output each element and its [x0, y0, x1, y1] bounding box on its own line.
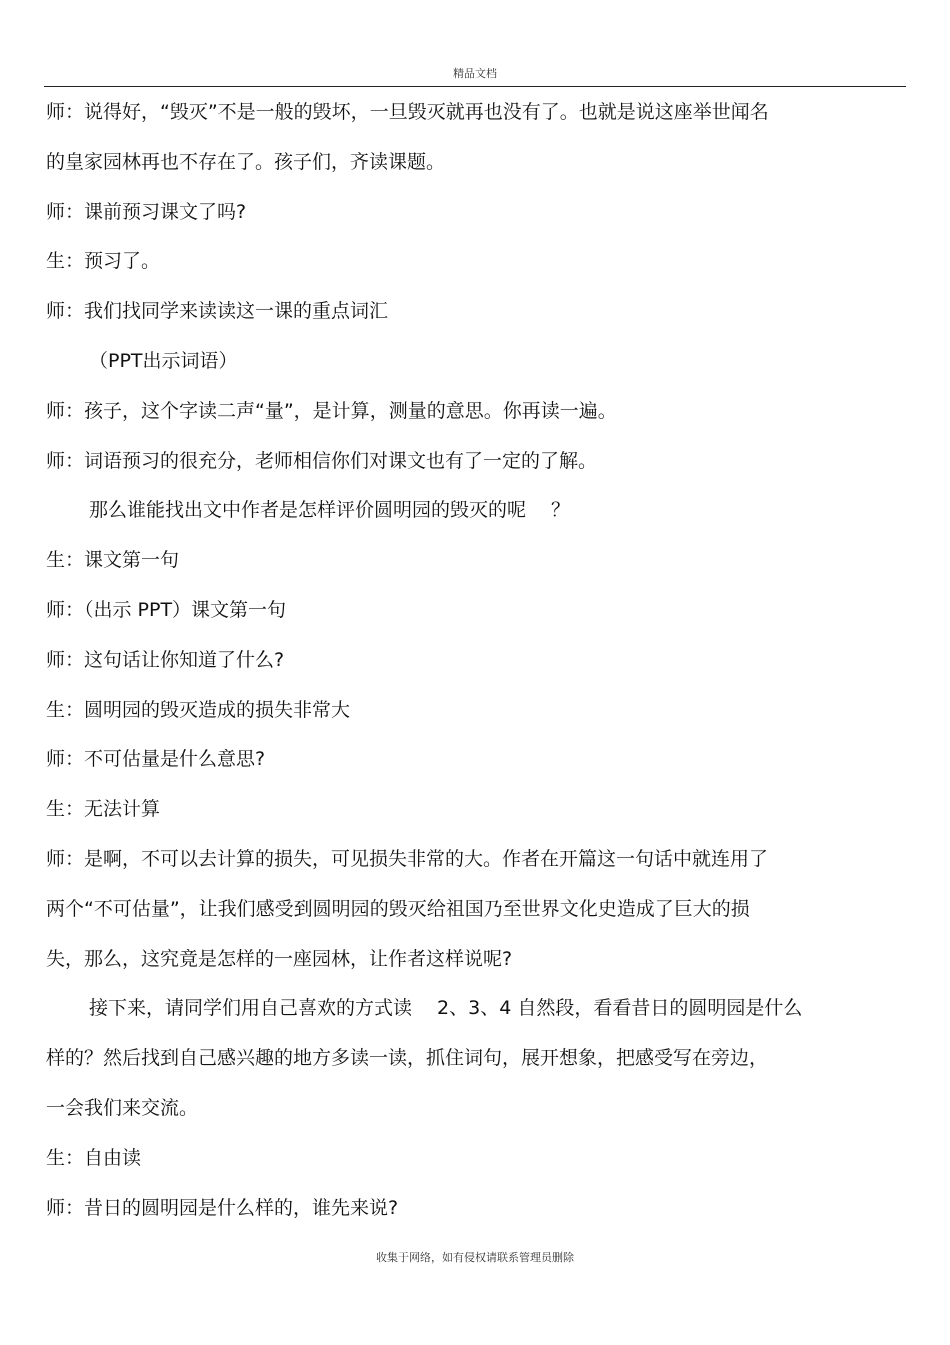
- text-line: 样的？然后找到自己感兴趣的地方多读一读，抓住词句，展开想象，把感受写在旁边，: [46, 1047, 769, 1070]
- text-line: 生：无法计算: [46, 798, 161, 821]
- text-line: 那么谁能找出文中作者是怎样评价圆明园的毁灭的呢 ？: [89, 499, 571, 522]
- text-line: 师：不可估量是什么意思?: [46, 748, 266, 771]
- text-line: 师：说得好，“毁灭”不是一般的毁坏，一旦毁灭就再也没有了。也就是说这座举世闻名: [46, 101, 769, 123]
- text-line: 生：课文第一句: [46, 549, 180, 572]
- text-line: 师：孩子，这个字读二声“量”，是计算，测量的意思。你再读一遍。: [46, 399, 617, 422]
- text-line: 接下来，请同学们用自己喜欢的方式读 2、3、4 自然段，看看昔日的圆明园是什么: [89, 997, 803, 1020]
- document-body: [46, 92, 906, 1237]
- text-line: 失，那么，这究竟是怎样的一座园林，让作者这样说呢?: [46, 947, 513, 970]
- page-header: 精品文档: [453, 67, 497, 80]
- text-line: 生：预习了。: [46, 250, 161, 273]
- text-line: 师：词语预习的很充分，老师相信你们对课文也有了一定的了解。: [46, 449, 598, 472]
- text-line: 生：自由读: [46, 1146, 142, 1169]
- text-line: 的皇家园林再也不存在了。孩子们，齐读课题。: [46, 150, 446, 173]
- text-line: 一会我们来交流。: [46, 1096, 199, 1119]
- text-line: 师：昔日的圆明园是什么样的，谁先来说?: [46, 1196, 399, 1219]
- text-line: 师：是啊，不可以去计算的损失，可见损失非常的大。作者在开篇这一句话中就连用了: [46, 847, 769, 870]
- page-footer: 收集于网络，如有侵权请联系管理员删除: [376, 1251, 574, 1264]
- text-line: 师：这句话让你知道了什么?: [46, 648, 285, 671]
- text-line: 师：（出示 PPT）课文第一句: [46, 598, 287, 621]
- text-line: （PPT出示词语）: [89, 349, 238, 372]
- text-line: 师：我们找同学来读读这一课的重点词汇: [46, 300, 389, 323]
- header-divider: [44, 86, 906, 87]
- text-line: 生：圆明园的毁灭造成的损失非常大: [46, 698, 351, 721]
- text-line: 师：课前预习课文了吗?: [46, 200, 247, 223]
- text-line: 两个“不可估量”，让我们感受到圆明园的毁灭给祖国乃至世界文化史造成了巨大的损: [46, 897, 750, 920]
